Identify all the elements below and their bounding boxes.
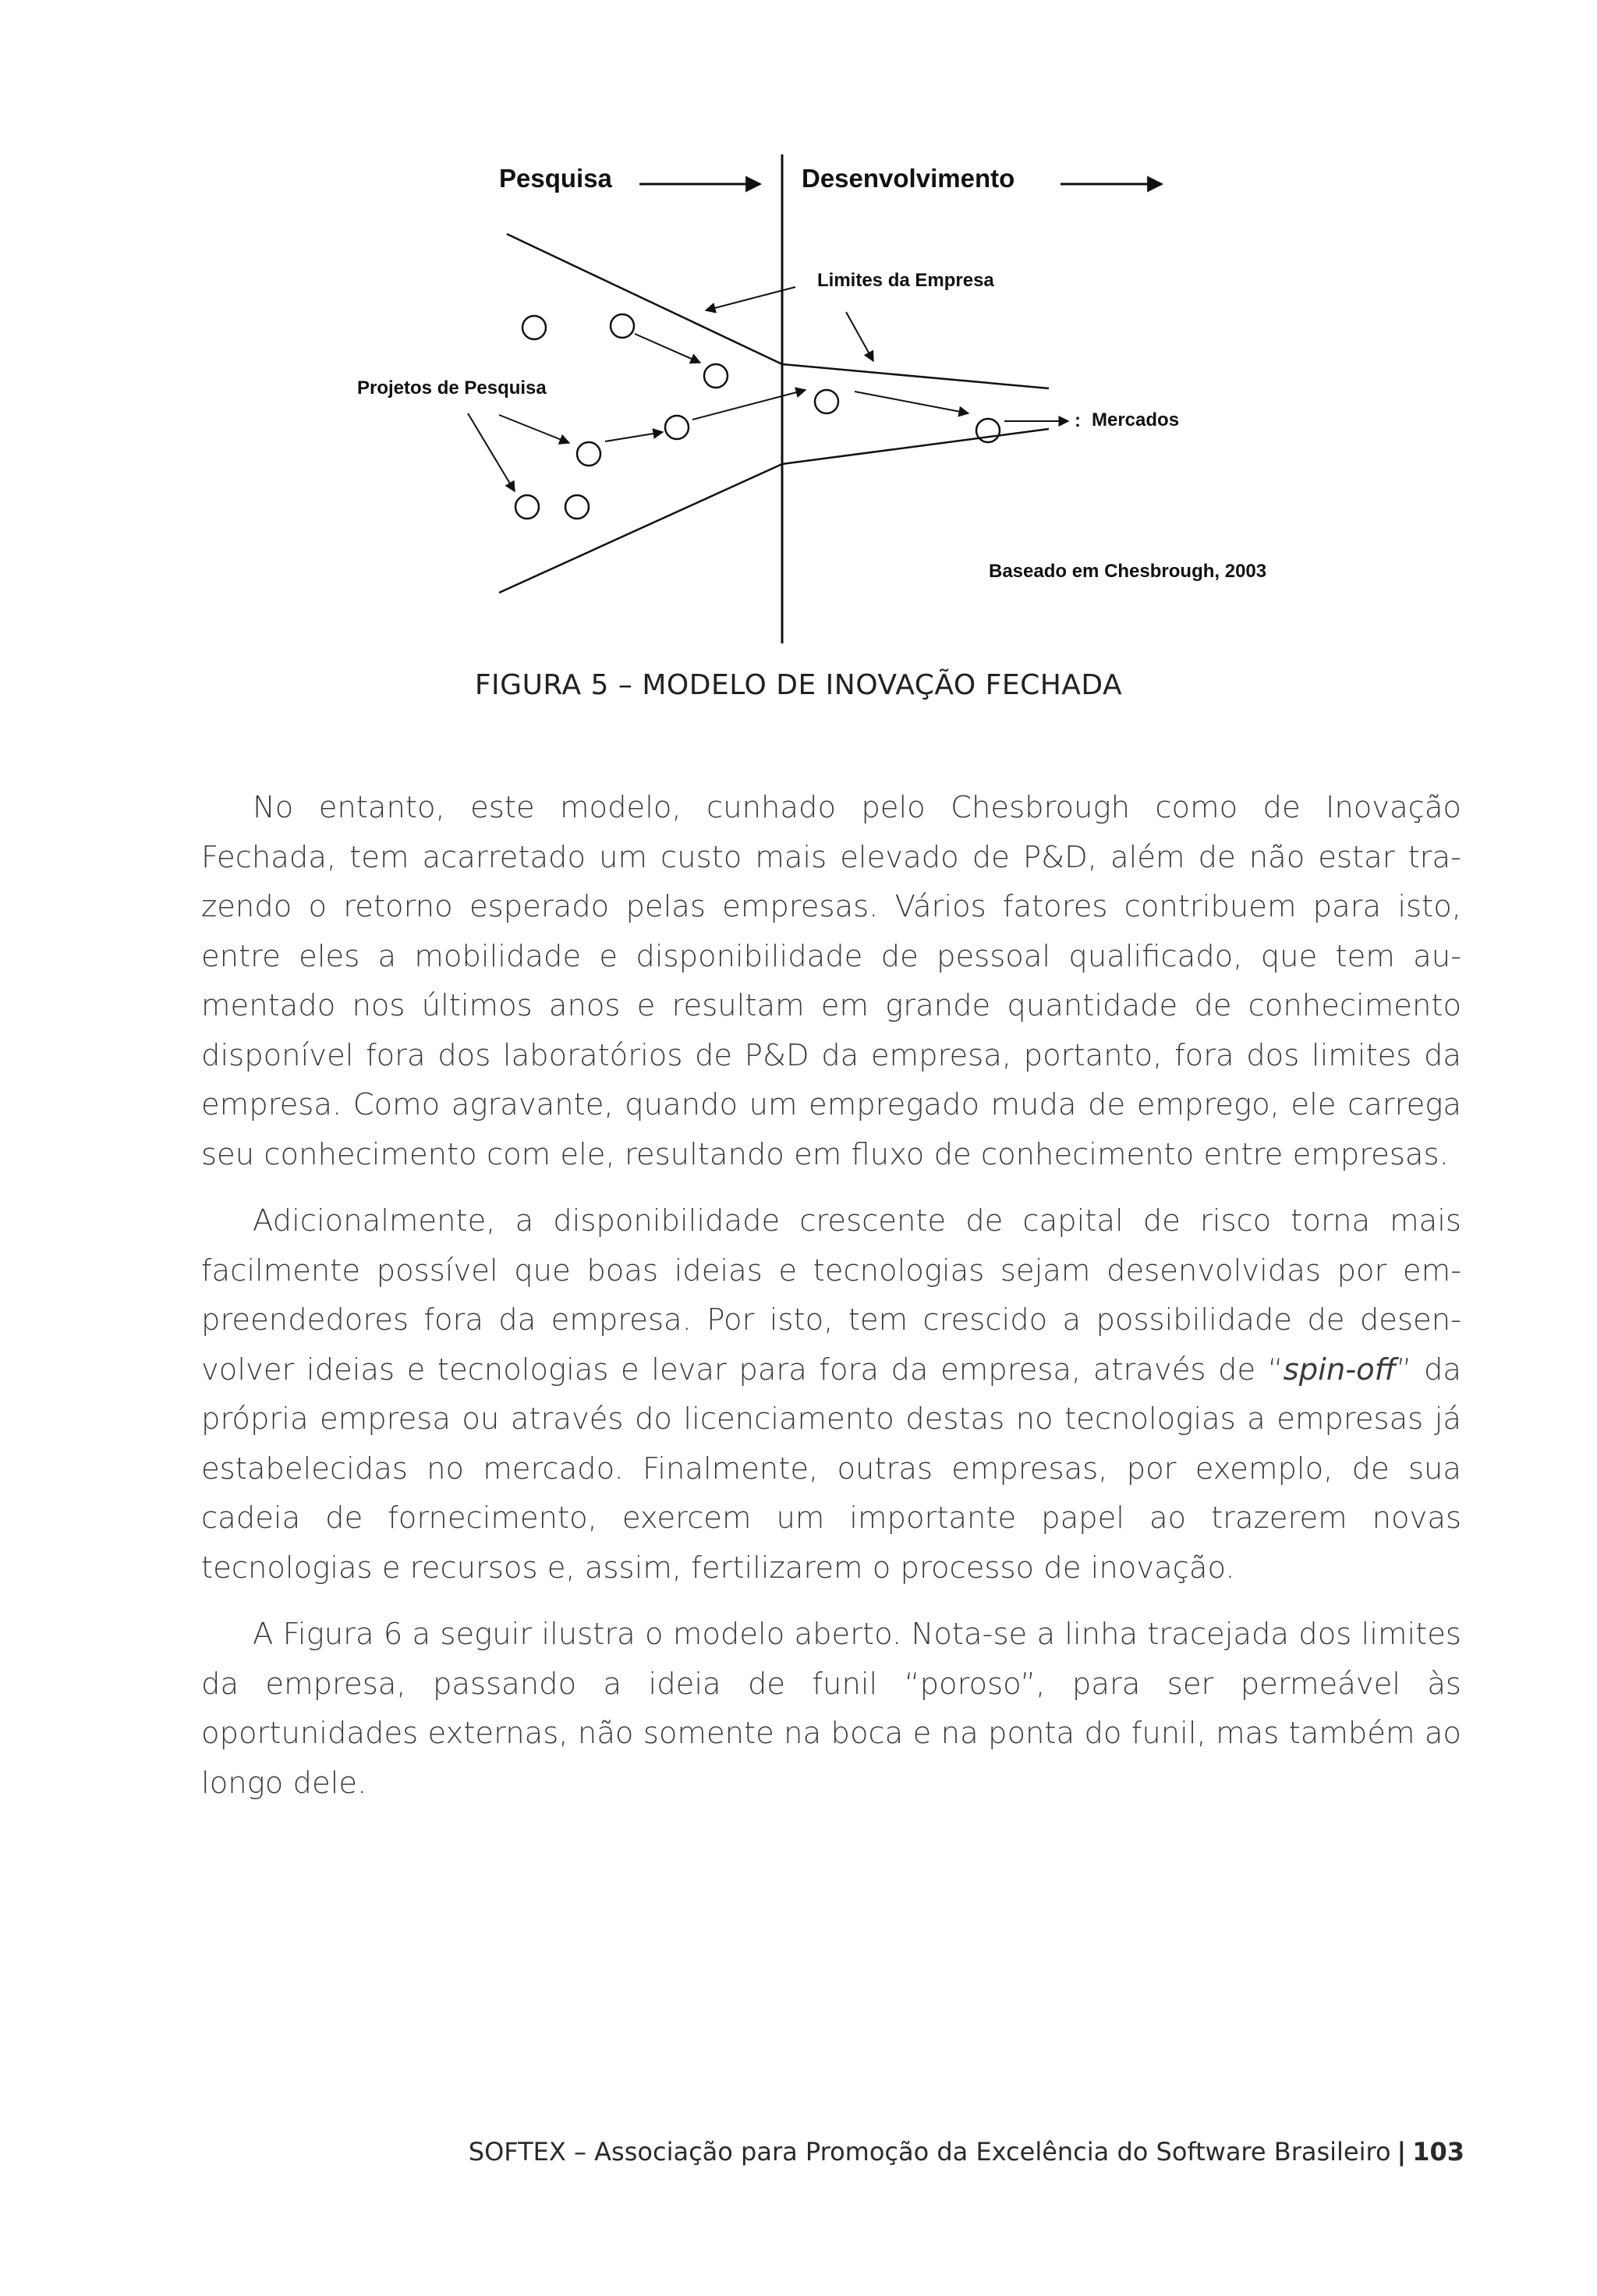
project-circle xyxy=(577,442,600,466)
funnel-top-left xyxy=(507,234,782,364)
paragraph-3 xyxy=(201,1610,1461,1808)
project-circle xyxy=(815,390,838,413)
project-circle xyxy=(565,495,589,519)
development-label: Desenvolvimento xyxy=(802,164,1015,193)
page-footer xyxy=(469,2137,1464,2167)
research-projects-arrow xyxy=(468,413,515,491)
funnel-diagram xyxy=(343,140,1326,655)
paragraph-1 xyxy=(201,783,1461,1179)
figure-caption: FIGURA 5 – MODELO DE INOVAÇÃO FECHADA xyxy=(474,669,1123,701)
research-projects-arrow xyxy=(499,415,569,443)
project-circle xyxy=(704,364,728,388)
project-circle xyxy=(611,314,634,338)
closed-innovation-figure xyxy=(343,140,1326,655)
funnel-bottom-left xyxy=(499,464,782,593)
footer-separator: | xyxy=(1397,2137,1407,2167)
project-circle xyxy=(976,419,1000,442)
markets-marker: : xyxy=(1075,410,1081,431)
paragraph-3-text: A Figura 6 a seguir ilustra o modelo aberto. Nota-se a linha tracejada dos limites da empresa, passando a ideia de funil “poroso”, para ser permeável às oportunidades externas, não somente na boca e na ponta do funil, mas também ao longo dele. xyxy=(201,1617,1461,1801)
flow-arrow xyxy=(692,390,806,420)
research-label: Pesquisa xyxy=(499,164,612,193)
markets-label: Mercados xyxy=(1092,409,1180,430)
funnel-top-right xyxy=(782,364,1049,388)
body-text xyxy=(201,783,1461,1825)
project-circle xyxy=(522,316,546,339)
project-circle xyxy=(515,495,539,519)
paragraph-2-text-b: ” da própria empresa ou através do licenciamento destas no tecnologias a empresas já estabelecidas no mercado. Finalmente, outras empresas, por exemplo, de sua cadeia de fornecimento, exercem um importante papel ao trazerem novas tecnologias e recursos e, assim, fertilizarem o processo de inovação. xyxy=(201,1352,1461,1586)
paragraph-1-text: No entanto, este modelo, cunhado pelo Chesbrough como de Inovação Fechada, tem acarretado um custo mais elevado de P&D, além de não estar trazendo o retorno esperado pelas empresas. Vários fatores contribuem para isto, entre eles a mobilidade e disponibilidade de pessoal qualificado, que tem aumentado nos últimos anos e resultam em grande quantidade de conhecimento disponível fora dos laboratórios de P&D da empresa, portanto, fora dos limites da empresa. Como agravante, quando um empregado muda de emprego, ele carrega seu conhecimento com ele, resultando em fluxo de conhecimento entre empresas. xyxy=(201,790,1461,1172)
flow-arrow xyxy=(855,392,968,413)
company-limits-arrow-right xyxy=(846,312,873,361)
research-projects-label: Projetos de Pesquisa xyxy=(357,377,547,399)
paragraph-2-emphasis: spin-off xyxy=(1283,1352,1397,1387)
source-label: Baseado em Chesbrough, 2003 xyxy=(989,561,1267,582)
project-circle xyxy=(665,416,689,439)
flow-arrow xyxy=(635,334,700,363)
paragraph-2-text-a: Adicionalmente, a disponibilidade crescente de capital de risco torna mais facilmente possível que boas ideias e tecnologias sejam desenvolvidas por empreendedores fora da empresa. Por isto, tem crescido a possibilidade de desenvolver ideias e tecnologias e levar para fora da empresa, através de “ xyxy=(201,1203,1461,1387)
paragraph-2 xyxy=(201,1196,1461,1593)
page-number: 103 xyxy=(1412,2137,1464,2167)
flow-arrow xyxy=(605,432,663,441)
funnel-bottom-right xyxy=(782,429,1049,464)
company-limits-label: Limites da Empresa xyxy=(817,270,994,291)
footer-text: SOFTEX – Associação para Promoção da Excelência do Software Brasileiro xyxy=(468,2137,1391,2167)
